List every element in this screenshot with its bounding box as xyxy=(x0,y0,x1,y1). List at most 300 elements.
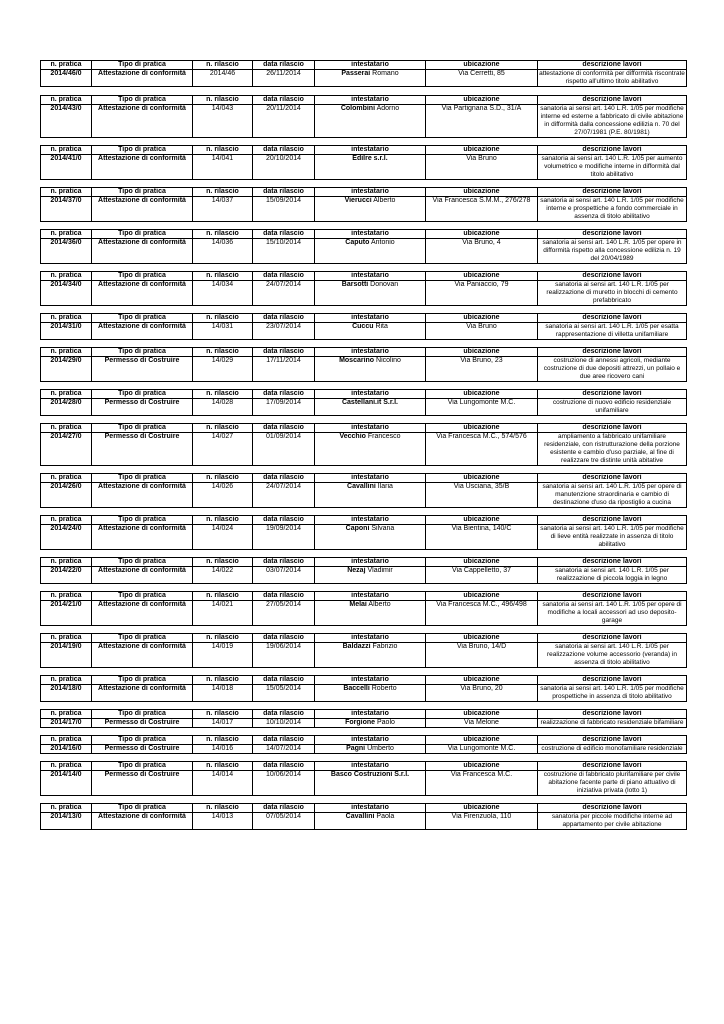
header-data: data rilascio xyxy=(253,676,315,685)
value-row xyxy=(41,105,687,138)
value-row xyxy=(41,771,687,796)
header-ubicazione: ubicazione xyxy=(426,146,538,155)
header-data: data rilascio xyxy=(253,61,315,70)
header-data: data rilascio xyxy=(253,390,315,399)
intestatario-name: Alberto xyxy=(366,601,391,608)
tipo-pratica: Attestazione di conformità xyxy=(92,70,193,87)
header-ubicazione: ubicazione xyxy=(426,188,538,197)
header-ubicazione: ubicazione xyxy=(426,736,538,745)
record-table xyxy=(40,761,687,796)
header-tipo: Tipo di pratica xyxy=(92,710,193,719)
header-data: data rilascio xyxy=(253,348,315,357)
header-pratica: n. pratica xyxy=(41,424,92,433)
record-table xyxy=(40,473,687,508)
header-row xyxy=(41,592,687,601)
rilascio-number: 14/041 xyxy=(193,155,253,180)
intestatario xyxy=(315,771,426,796)
rilascio-date: 19/06/2014 xyxy=(253,643,315,668)
header-rilascio: n. rilascio xyxy=(193,762,253,771)
intestatario-name: Francesco xyxy=(365,433,401,440)
intestatario-name: Alberto xyxy=(371,197,396,204)
tipo-pratica: Permesso di Costruire xyxy=(92,357,193,382)
rilascio-number: 14/026 xyxy=(193,483,253,508)
header-tipo: Tipo di pratica xyxy=(92,230,193,239)
header-pratica: n. pratica xyxy=(41,762,92,771)
header-intestatario: intestatario xyxy=(315,272,426,281)
header-rilascio: n. rilascio xyxy=(193,710,253,719)
value-row xyxy=(41,745,687,754)
header-tipo: Tipo di pratica xyxy=(92,558,193,567)
header-pratica: n. pratica xyxy=(41,558,92,567)
header-intestatario: intestatario xyxy=(315,762,426,771)
header-rilascio: n. rilascio xyxy=(193,634,253,643)
header-rilascio: n. rilascio xyxy=(193,676,253,685)
intestatario-surname: Vecchio xyxy=(339,433,366,440)
header-rilascio: n. rilascio xyxy=(193,516,253,525)
pratica-number: 2014/16/0 xyxy=(41,745,92,754)
header-rilascio: n. rilascio xyxy=(193,314,253,323)
intestatario xyxy=(315,685,426,702)
header-row xyxy=(41,558,687,567)
tipo-pratica: Attestazione di conformità xyxy=(92,197,193,222)
intestatario-name: Umberto xyxy=(365,745,394,752)
descrizione-lavori: sanatoria ai sensi art. 140 L.R. 1/05 per modifiche interne e prospettiche a fondo commerciale in assenza di titolo abilitativo xyxy=(538,197,687,222)
header-intestatario: intestatario xyxy=(315,390,426,399)
rilascio-date: 17/09/2014 xyxy=(253,399,315,416)
rilascio-date: 14/07/2014 xyxy=(253,745,315,754)
rilascio-number: 14/018 xyxy=(193,685,253,702)
record-table xyxy=(40,60,687,87)
record-table xyxy=(40,515,687,550)
rilascio-number: 14/019 xyxy=(193,643,253,668)
header-row xyxy=(41,272,687,281)
rilascio-number: 14/017 xyxy=(193,719,253,728)
header-data: data rilascio xyxy=(253,314,315,323)
header-pratica: n. pratica xyxy=(41,61,92,70)
header-ubicazione: ubicazione xyxy=(426,272,538,281)
pratica-number: 2014/46/0 xyxy=(41,70,92,87)
header-pratica: n. pratica xyxy=(41,676,92,685)
rilascio-date: 03/07/2014 xyxy=(253,567,315,584)
header-ubicazione: ubicazione xyxy=(426,230,538,239)
intestatario xyxy=(315,357,426,382)
rilascio-date: 15/10/2014 xyxy=(253,239,315,264)
intestatario xyxy=(315,719,426,728)
pratica-number: 2014/41/0 xyxy=(41,155,92,180)
rilascio-number: 14/027 xyxy=(193,433,253,466)
ubicazione: Via Francesca M.C., 496/498 xyxy=(426,601,538,626)
rilascio-date: 24/07/2014 xyxy=(253,281,315,306)
ubicazione: Via Bruno xyxy=(426,323,538,340)
header-pratica: n. pratica xyxy=(41,804,92,813)
header-ubicazione: ubicazione xyxy=(426,762,538,771)
descrizione-lavori: costruzione di edificio monofamiliare residenziale xyxy=(538,745,687,754)
tipo-pratica: Attestazione di conformità xyxy=(92,323,193,340)
rilascio-number: 14/013 xyxy=(193,813,253,830)
intestatario xyxy=(315,323,426,340)
rilascio-date: 20/10/2014 xyxy=(253,155,315,180)
intestatario-surname: Edilre s.r.l. xyxy=(352,155,388,162)
header-row xyxy=(41,676,687,685)
intestatario-surname: Vierucci xyxy=(344,197,372,204)
header-descrizione: descrizione lavori xyxy=(538,314,687,323)
header-ubicazione: ubicazione xyxy=(426,592,538,601)
descrizione-lavori: sanatoria ai sensi art. 140 L.R. 1/05 per realizzazione di muretto in blocchi di cemento prefabbricato xyxy=(538,281,687,306)
header-descrizione: descrizione lavori xyxy=(538,188,687,197)
value-row xyxy=(41,567,687,584)
header-ubicazione: ubicazione xyxy=(426,516,538,525)
header-row xyxy=(41,230,687,239)
header-rilascio: n. rilascio xyxy=(193,230,253,239)
header-intestatario: intestatario xyxy=(315,676,426,685)
header-intestatario: intestatario xyxy=(315,710,426,719)
header-pratica: n. pratica xyxy=(41,474,92,483)
intestatario-name: Antonio xyxy=(369,239,395,246)
header-rilascio: n. rilascio xyxy=(193,61,253,70)
intestatario-surname: Castellani.it S.r.l. xyxy=(341,399,399,406)
header-tipo: Tipo di pratica xyxy=(92,592,193,601)
pratica-number: 2014/37/0 xyxy=(41,197,92,222)
intestatario-surname: Pagni xyxy=(346,745,366,752)
descrizione-lavori: ampliamento a fabbricato unifamiliare residenziale, con ristrutturazione della porzione esistente e cambio d'uso parziale, al fine di realizzare tre distinte unità abitative xyxy=(538,433,687,466)
value-row xyxy=(41,525,687,550)
intestatario xyxy=(315,813,426,830)
header-intestatario: intestatario xyxy=(315,146,426,155)
tipo-pratica: Attestazione di conformità xyxy=(92,155,193,180)
value-row xyxy=(41,399,687,416)
intestatario xyxy=(315,745,426,754)
header-data: data rilascio xyxy=(253,736,315,745)
value-row xyxy=(41,685,687,702)
header-descrizione: descrizione lavori xyxy=(538,146,687,155)
intestatario xyxy=(315,601,426,626)
intestatario-surname: Colombini xyxy=(340,105,376,112)
intestatario-name: Nicolino xyxy=(374,357,401,364)
intestatario-surname: Cavallini xyxy=(345,813,375,820)
header-tipo: Tipo di pratica xyxy=(92,474,193,483)
intestatario-name: Paolo xyxy=(375,719,395,726)
rilascio-number: 14/021 xyxy=(193,601,253,626)
pratica-number: 2014/29/0 xyxy=(41,357,92,382)
ubicazione: Via Francesca M.C. xyxy=(426,771,538,796)
value-row xyxy=(41,155,687,180)
rilascio-date: 10/10/2014 xyxy=(253,719,315,728)
tipo-pratica: Permesso di Costruire xyxy=(92,745,193,754)
header-descrizione: descrizione lavori xyxy=(538,676,687,685)
header-ubicazione: ubicazione xyxy=(426,96,538,105)
header-data: data rilascio xyxy=(253,474,315,483)
header-ubicazione: ubicazione xyxy=(426,424,538,433)
pratica-number: 2014/21/0 xyxy=(41,601,92,626)
descrizione-lavori: sanatoria ai sensi art. 140 L.R. 1/05 per aumento volumetrico e modifiche interne in difformità dal titolo abilitativo xyxy=(538,155,687,180)
header-intestatario: intestatario xyxy=(315,230,426,239)
header-ubicazione: ubicazione xyxy=(426,710,538,719)
header-pratica: n. pratica xyxy=(41,188,92,197)
ubicazione: Via Firenzuola, 110 xyxy=(426,813,538,830)
intestatario-name: Paola xyxy=(374,813,395,820)
tipo-pratica: Attestazione di conformità xyxy=(92,239,193,264)
descrizione-lavori: costruzione di nuovo edificio residenziale unifamiliare xyxy=(538,399,687,416)
header-tipo: Tipo di pratica xyxy=(92,804,193,813)
header-pratica: n. pratica xyxy=(41,592,92,601)
intestatario-surname: Passerai xyxy=(341,70,371,77)
record-table xyxy=(40,187,687,222)
tipo-pratica: Permesso di Costruire xyxy=(92,399,193,416)
ubicazione: Via Bruno, 20 xyxy=(426,685,538,702)
intestatario-surname: Caputo xyxy=(345,239,370,246)
pratica-number: 2014/22/0 xyxy=(41,567,92,584)
record-table xyxy=(40,803,687,830)
header-intestatario: intestatario xyxy=(315,96,426,105)
value-row xyxy=(41,197,687,222)
header-rilascio: n. rilascio xyxy=(193,390,253,399)
ubicazione: Via Bruno, 4 xyxy=(426,239,538,264)
ubicazione: Via Bientina, 140/C xyxy=(426,525,538,550)
header-ubicazione: ubicazione xyxy=(426,474,538,483)
value-row xyxy=(41,719,687,728)
header-rilascio: n. rilascio xyxy=(193,348,253,357)
header-descrizione: descrizione lavori xyxy=(538,348,687,357)
intestatario-name: Fabrizio xyxy=(370,643,398,650)
value-row xyxy=(41,433,687,466)
tipo-pratica: Attestazione di conformità xyxy=(92,105,193,138)
record-table xyxy=(40,145,687,180)
header-row xyxy=(41,516,687,525)
intestatario xyxy=(315,433,426,466)
header-pratica: n. pratica xyxy=(41,146,92,155)
header-row xyxy=(41,424,687,433)
descrizione-lavori: sanatoria ai sensi art. 140 L.R. 1/05 per modifiche interne ed esterne a fabbricato di civile abitazione in difformità dalla concessione edilizia n. 70 del 27/07/1981 (P.E. 80/1981) xyxy=(538,105,687,138)
header-tipo: Tipo di pratica xyxy=(92,96,193,105)
descrizione-lavori: sanatoria ai sensi art. 140 L.R. 1/05 per modifiche prospettiche in assenza di titolo abilitativo xyxy=(538,685,687,702)
intestatario-name: Silvana xyxy=(369,525,395,532)
intestatario xyxy=(315,239,426,264)
rilascio-number: 14/024 xyxy=(193,525,253,550)
header-pratica: n. pratica xyxy=(41,736,92,745)
ubicazione: Via Cappelletto, 37 xyxy=(426,567,538,584)
rilascio-date: 23/07/2014 xyxy=(253,323,315,340)
descrizione-lavori: sanatoria per piccole modifiche interne ad appartamento per civile abitazione xyxy=(538,813,687,830)
header-row xyxy=(41,762,687,771)
intestatario-surname: Baccelli xyxy=(343,685,370,692)
intestatario-surname: Caponi xyxy=(345,525,370,532)
header-row xyxy=(41,61,687,70)
header-ubicazione: ubicazione xyxy=(426,61,538,70)
header-data: data rilascio xyxy=(253,96,315,105)
intestatario-name: Roberto xyxy=(369,685,397,692)
header-descrizione: descrizione lavori xyxy=(538,762,687,771)
intestatario xyxy=(315,105,426,138)
descrizione-lavori: attestazione di conformità per difformità riscontrate rispetto all'ultimo titolo abilitativo xyxy=(539,70,685,85)
descrizione-lavori: costruzione di fabbricato plurifamiliare per civile abitazione facente parte di piano attuativo di iniziativa privata (lotto 1) xyxy=(538,771,687,796)
rilascio-date: 24/07/2014 xyxy=(253,483,315,508)
tipo-pratica: Permesso di Costruire xyxy=(92,771,193,796)
descrizione-lavori: sanatoria ai sensi art. 140 L.R. 1/05 per realizzazione volume accessorio (veranda) in assenza di titolo abilitativo xyxy=(538,643,687,668)
intestatario-surname: Cavallini xyxy=(347,483,376,490)
pratica-number: 2014/13/0 xyxy=(41,813,92,830)
header-intestatario: intestatario xyxy=(315,558,426,567)
intestatario-name: Romano xyxy=(370,70,399,77)
header-descrizione: descrizione lavori xyxy=(538,390,687,399)
intestatario-name: Rita xyxy=(373,323,388,330)
value-row xyxy=(41,323,687,340)
header-data: data rilascio xyxy=(253,188,315,197)
value-row xyxy=(41,281,687,306)
header-pratica: n. pratica xyxy=(41,230,92,239)
intestatario-surname: Forgione xyxy=(345,719,376,726)
header-rilascio: n. rilascio xyxy=(193,424,253,433)
header-intestatario: intestatario xyxy=(315,61,426,70)
header-tipo: Tipo di pratica xyxy=(92,762,193,771)
descrizione-lavori: sanatoria ai sensi art. 140 L.R. 1/05 per opere di manutenzione straordinaria e cambio di destinazione d'uso da ripostiglio a cucina xyxy=(538,483,687,508)
header-row xyxy=(41,390,687,399)
pratica-number: 2014/27/0 xyxy=(41,433,92,466)
header-pratica: n. pratica xyxy=(41,348,92,357)
header-rilascio: n. rilascio xyxy=(193,474,253,483)
header-descrizione: descrizione lavori xyxy=(538,61,687,70)
record-table xyxy=(40,229,687,264)
header-descrizione: descrizione lavori xyxy=(538,558,687,567)
pratica-number: 2014/34/0 xyxy=(41,281,92,306)
ubicazione: Via Francesca M.C., 574/576 xyxy=(426,433,538,466)
header-rilascio: n. rilascio xyxy=(193,188,253,197)
value-row xyxy=(41,483,687,508)
header-row xyxy=(41,710,687,719)
header-rilascio: n. rilascio xyxy=(193,736,253,745)
header-descrizione: descrizione lavori xyxy=(538,804,687,813)
header-tipo: Tipo di pratica xyxy=(92,424,193,433)
descrizione-lavori: realizzazione di fabbricato residenziale bifamiliare xyxy=(538,719,687,728)
value-row xyxy=(41,813,687,830)
descrizione-lavori: sanatoria ai sensi art. 140 L.R. 1/05 per realizzazione di piccola loggia in legno xyxy=(538,567,687,584)
header-pratica: n. pratica xyxy=(41,272,92,281)
record-table xyxy=(40,709,687,728)
intestatario-name: Donovan xyxy=(368,281,399,288)
record-table xyxy=(40,347,687,382)
rilascio-date: 15/09/2014 xyxy=(253,197,315,222)
intestatario xyxy=(315,155,426,180)
header-row xyxy=(41,96,687,105)
record-table xyxy=(40,313,687,340)
header-pratica: n. pratica xyxy=(41,710,92,719)
intestatario-surname: Moscarino xyxy=(339,357,375,364)
rilascio-number: 14/029 xyxy=(193,357,253,382)
rilascio-date: 07/05/2014 xyxy=(253,813,315,830)
header-data: data rilascio xyxy=(253,634,315,643)
header-descrizione: descrizione lavori xyxy=(538,424,687,433)
rilascio-number: 14/028 xyxy=(193,399,253,416)
record-table xyxy=(40,633,687,668)
header-data: data rilascio xyxy=(253,710,315,719)
intestatario xyxy=(315,525,426,550)
header-rilascio: n. rilascio xyxy=(193,272,253,281)
header-data: data rilascio xyxy=(253,146,315,155)
header-rilascio: n. rilascio xyxy=(193,96,253,105)
record-table xyxy=(40,557,687,584)
value-row xyxy=(41,70,687,87)
header-data: data rilascio xyxy=(253,230,315,239)
records-list xyxy=(40,60,686,837)
value-row xyxy=(41,601,687,626)
header-tipo: Tipo di pratica xyxy=(92,272,193,281)
tipo-pratica: Permesso di Costruire xyxy=(92,719,193,728)
ubicazione: Via Lungomonte M.C. xyxy=(426,745,538,754)
header-pratica: n. pratica xyxy=(41,96,92,105)
intestatario-surname: Baldazzi xyxy=(342,643,371,650)
record-table xyxy=(40,591,687,626)
intestatario xyxy=(315,483,426,508)
ubicazione: Via Bruno, 23 xyxy=(426,357,538,382)
header-descrizione: descrizione lavori xyxy=(538,710,687,719)
tipo-pratica: Attestazione di conformità xyxy=(92,685,193,702)
intestatario xyxy=(315,399,426,416)
header-intestatario: intestatario xyxy=(315,736,426,745)
record-table xyxy=(40,389,687,416)
ubicazione: Via Cerretti, 85 xyxy=(426,70,538,87)
header-data: data rilascio xyxy=(253,516,315,525)
descrizione-lavori: sanatoria ai sensi art. 140 L.R. 1/05 per opere di modifiche a locali accessori ad uso deposito-garage xyxy=(538,601,687,626)
header-pratica: n. pratica xyxy=(41,314,92,323)
record-table xyxy=(40,423,687,466)
rilascio-date: 20/11/2014 xyxy=(253,105,315,138)
descrizione-lavori: sanatoria ai sensi art. 140 L.R. 1/05 per modifiche di lieve entità realizzate in assenza di titolo abilitativo xyxy=(538,525,687,550)
rilascio-number: 14/037 xyxy=(193,197,253,222)
rilascio-date: 10/06/2014 xyxy=(253,771,315,796)
header-ubicazione: ubicazione xyxy=(426,558,538,567)
header-ubicazione: ubicazione xyxy=(426,314,538,323)
rilascio-number: 14/043 xyxy=(193,105,253,138)
intestatario xyxy=(315,567,426,584)
record-table xyxy=(40,271,687,306)
header-descrizione: descrizione lavori xyxy=(538,516,687,525)
header-pratica: n. pratica xyxy=(41,390,92,399)
header-tipo: Tipo di pratica xyxy=(92,390,193,399)
intestatario-surname: Cuccu xyxy=(352,323,374,330)
header-row xyxy=(41,314,687,323)
tipo-pratica: Attestazione di conformità xyxy=(92,813,193,830)
record-table xyxy=(40,675,687,702)
header-pratica: n. pratica xyxy=(41,516,92,525)
rilascio-date: 01/09/2014 xyxy=(253,433,315,466)
header-rilascio: n. rilascio xyxy=(193,146,253,155)
rilascio-number: 14/036 xyxy=(193,239,253,264)
header-descrizione: descrizione lavori xyxy=(538,634,687,643)
value-row xyxy=(41,357,687,382)
header-rilascio: n. rilascio xyxy=(193,804,253,813)
header-ubicazione: ubicazione xyxy=(426,390,538,399)
descrizione-lavori: sanatoria ai sensi art. 140 L.R. 1/05 per esatta rappresentazione di villetta unifamiliare xyxy=(538,323,687,340)
pratica-number: 2014/36/0 xyxy=(41,239,92,264)
ubicazione: Via Lungomonte M.C. xyxy=(426,399,538,416)
rilascio-date: 15/05/2014 xyxy=(253,685,315,702)
pratica-number: 2014/18/0 xyxy=(41,685,92,702)
header-tipo: Tipo di pratica xyxy=(92,188,193,197)
intestatario xyxy=(315,197,426,222)
header-data: data rilascio xyxy=(253,804,315,813)
tipo-pratica: Attestazione di conformità xyxy=(92,601,193,626)
intestatario-name: Adorno xyxy=(375,105,400,112)
header-row xyxy=(41,634,687,643)
rilascio-number: 14/022 xyxy=(193,567,253,584)
header-ubicazione: ubicazione xyxy=(426,804,538,813)
rilascio-date: 26/11/2014 xyxy=(253,70,315,87)
header-descrizione: descrizione lavori xyxy=(538,230,687,239)
header-intestatario: intestatario xyxy=(315,804,426,813)
header-tipo: Tipo di pratica xyxy=(92,61,193,70)
rilascio-number: 2014/46 xyxy=(193,70,253,87)
header-row xyxy=(41,736,687,745)
rilascio-number: 14/031 xyxy=(193,323,253,340)
